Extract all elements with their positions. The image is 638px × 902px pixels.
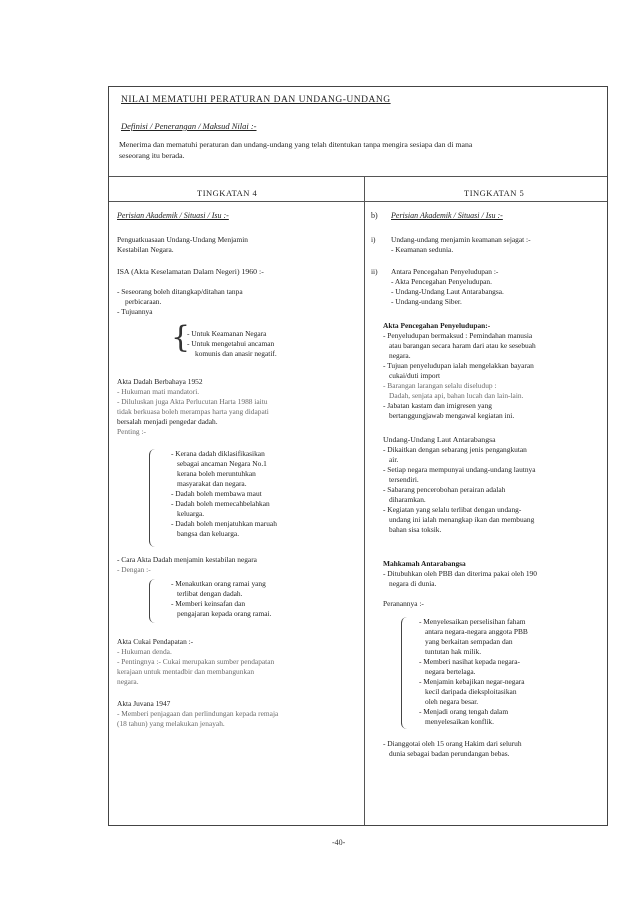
list-item: negara bertelaga.	[425, 667, 476, 676]
list-item: - Barangan larangan selalu diseludup :	[383, 381, 497, 390]
list-item: Dadah, senjata api, bahan lucah dan lain-lain.	[389, 391, 524, 400]
list-item: bangsa dan keluarga.	[177, 529, 240, 538]
document-title: NILAI MEMATUHI PERATURAN DAN UNDANG-UNDANG	[121, 95, 391, 105]
item-ii	[391, 267, 504, 307]
list-item: keluarga.	[177, 509, 205, 518]
text-line: - Diluluskan juga Akta Perlucutan Harta 1988 iaitu	[117, 397, 268, 406]
item-i-label: i)	[371, 235, 376, 244]
list-item: menyelesaikan konflik.	[425, 717, 494, 726]
list-item: - Sabarang pencerobohan perairan adalah	[383, 485, 506, 494]
left-column-heading: TINGKATAN 4	[197, 188, 258, 198]
text-line: - Dengan :-	[117, 565, 151, 574]
text-line: komunis dan anasir negatif.	[195, 349, 277, 358]
dadah-section	[117, 377, 269, 437]
right-column-heading: TINGKATAN 5	[464, 188, 525, 198]
item-i	[391, 235, 531, 255]
column-divider	[364, 176, 365, 825]
juvana-section	[117, 699, 278, 729]
left-intro	[117, 235, 248, 255]
brace-icon	[149, 449, 156, 547]
text-line: Akta Cukai Pendapatan :-	[117, 637, 194, 646]
text-line: - Cara Akta Dadah menjamin kestabilan negara	[117, 555, 257, 564]
text-line: - Pentingnya :- Cukai merupakan sumber pendapatan	[117, 657, 275, 666]
list-item: - Memberi keinsafan dan	[171, 599, 246, 608]
mahkamah-text	[383, 569, 537, 589]
list-item: undang ini ialah menangkap ikan dan membuang	[389, 515, 535, 524]
list-item: yang berkaitan sempadan dan	[425, 637, 513, 646]
text-line: bersalah menjadi pengedar dadah.	[117, 417, 218, 426]
list-item: - Menakutkan orang ramai yang	[171, 579, 266, 588]
list-item: - Menyelesaikan perselisihan faham	[419, 617, 526, 626]
list-item: - Dadah boleh memecahbelahkan	[171, 499, 270, 508]
list-item: pengajaran kepada orang ramai.	[177, 609, 272, 618]
list-item: - Dadah boleh menjatuhkan maruah	[171, 519, 277, 528]
list-item: kerana boleh meruntuhkan	[177, 469, 256, 478]
akta-title: Akta Pencegahan Penyeludupan:-	[383, 321, 491, 330]
text-line: kerajaan untuk mentadbir dan membangunkan	[117, 667, 255, 676]
definition-line: Menerima dan mematuhi peraturan dan undang-undang yang telah ditentukan tanpa mengira sesiapa dan di mana	[119, 140, 473, 149]
list-item: - Tujuan penyeludupan ialah mengelakkan bayaran	[383, 361, 534, 370]
right-section-heading: Perisian Akademik / Situasi / Isu :-	[391, 211, 503, 220]
text-line: Akta Dadah Berbahaya 1952	[117, 377, 203, 386]
text-line: tidak berkuasa boleh merampas harta yang didapati	[117, 407, 269, 416]
text-line: - Undang-Undang Laut Antarabangsa.	[391, 287, 504, 296]
laut-title: Undang-Undang Laut Antarabangsa	[383, 435, 496, 444]
text-line: (18 tahun) yang melakukan jenayah.	[117, 719, 225, 728]
cara-section	[117, 555, 257, 575]
list-item: - Menjamin kebajikan negar-negara	[419, 677, 525, 686]
list-item: air.	[389, 455, 399, 464]
text-line: - Hukuman denda.	[117, 647, 172, 656]
text-line: - Akta Pencegahan Penyeludupan.	[391, 277, 492, 286]
list-item: - Dadah boleh membawa maut	[171, 489, 262, 498]
list-item: - Menjadi orang tengah dalam	[419, 707, 509, 716]
text-line: dunia sebagai badan perundangan bebas.	[389, 749, 510, 758]
text-line: - Seseorang boleh ditangkap/ditahan tanpa	[117, 287, 243, 296]
peranan-list	[419, 617, 528, 727]
list-item: bertanggungjawab mengawal kegiatan ini.	[389, 411, 515, 420]
definition-heading: Definisi / Penerangan / Maksud Nilai :-	[121, 121, 257, 131]
cukai-section	[117, 637, 274, 687]
cara-list	[171, 579, 271, 619]
text-line: Undang-undang menjamin keamanan sejagat :-	[391, 235, 531, 244]
hakim-text	[383, 739, 522, 759]
text-line: - Tujuannya	[117, 307, 153, 316]
list-item: - Jabatan kastam dan imigresen yang	[383, 401, 492, 410]
text-line: Kestabilan Negara.	[117, 245, 174, 254]
list-item: - Kegiatan yang selalu terlibat dengan undang-	[383, 505, 522, 514]
text-line: - Dianggotai oleh 15 orang Hakim dari seluruh	[383, 739, 522, 748]
definition-text	[119, 139, 599, 161]
isa-purpose	[187, 329, 277, 359]
left-section-heading: Perisian Akademik / Situasi / Isu :-	[117, 211, 229, 220]
list-item: antara negara-negara anggota PBB	[425, 627, 528, 636]
akta-list	[383, 331, 536, 421]
text-line: Akta Juvana 1947	[117, 699, 171, 708]
brace-icon: {	[171, 320, 191, 355]
list-item: terlibat dengan dadah.	[177, 589, 243, 598]
document-sheet	[108, 86, 608, 826]
laut-list	[383, 445, 536, 535]
text-line: - Ditubuhkan oleh PBB dan diterima pakai oleh 190	[383, 569, 537, 578]
text-line: - Hukuman mati mandatori.	[117, 387, 200, 396]
list-item: sebagai ancaman Negara No.1	[177, 459, 267, 468]
definition-line: seseorang itu berada.	[119, 151, 185, 160]
text-line: - Untuk mengetahui ancaman	[187, 339, 275, 348]
divider	[109, 176, 607, 177]
list-item: atau barangan secara haram dari atau ke sesebuah	[389, 341, 536, 350]
text-line: negara di dunia.	[389, 579, 437, 588]
divider	[109, 201, 607, 202]
text-line: Penguatkuasaan Undang-Undang Menjamin	[117, 235, 248, 244]
list-item: - Kerana dadah diklasifikasikan	[171, 449, 265, 458]
list-item: bahan sisa toksik.	[389, 525, 442, 534]
mahkamah-title: Mahkamah Antarabangsa	[383, 559, 466, 568]
list-item: tuntutan hak milik.	[425, 647, 482, 656]
text-line: Penting :-	[117, 427, 146, 436]
text-line: - Untuk Keamanan Negara	[187, 329, 267, 338]
list-item: tersendiri.	[389, 475, 419, 484]
list-item: kecil daripada dieksploitasikan	[425, 687, 517, 696]
page-number: -40-	[332, 838, 346, 847]
text-line: negara.	[117, 677, 139, 686]
text-line: - Memberi penjagaan dan perlindungan kepada remaja	[117, 709, 279, 718]
text-line: - Keamanan sedunia.	[391, 245, 454, 254]
list-item: - Penyeludupan bermaksud : Pemindahan manusia	[383, 331, 533, 340]
peranan-title: Peranannya :-	[383, 599, 424, 608]
text-line: - Undang-undang Siber.	[391, 297, 462, 306]
list-item: negara.	[389, 351, 411, 360]
brace-icon	[401, 617, 408, 729]
text-line: Antara Pencegahan Penyeludupan :-	[391, 267, 499, 276]
brace-icon	[149, 579, 156, 623]
list-item: - Setiap negara mempunyai undang-undang lautnya	[383, 465, 536, 474]
list-item: diharamkan.	[389, 495, 426, 504]
section-b-label: b)	[371, 211, 378, 220]
list-item: cukai/duti import	[389, 371, 441, 380]
list-item: masyarakat dan negara.	[177, 479, 247, 488]
dadah-reasons	[171, 449, 277, 539]
isa-title: ISA (Akta Keselamatan Dalam Negeri) 1960 :-	[117, 267, 264, 276]
item-ii-label: ii)	[371, 267, 378, 276]
list-item: oleh negara besar.	[425, 697, 479, 706]
list-item: - Memberi nasihat kepada negara-	[419, 657, 520, 666]
list-item: - Dikaitkan dengan sebarang jenis pengangkutan	[383, 445, 527, 454]
isa-details	[117, 287, 243, 317]
text-line: perbicaraan.	[125, 297, 162, 306]
